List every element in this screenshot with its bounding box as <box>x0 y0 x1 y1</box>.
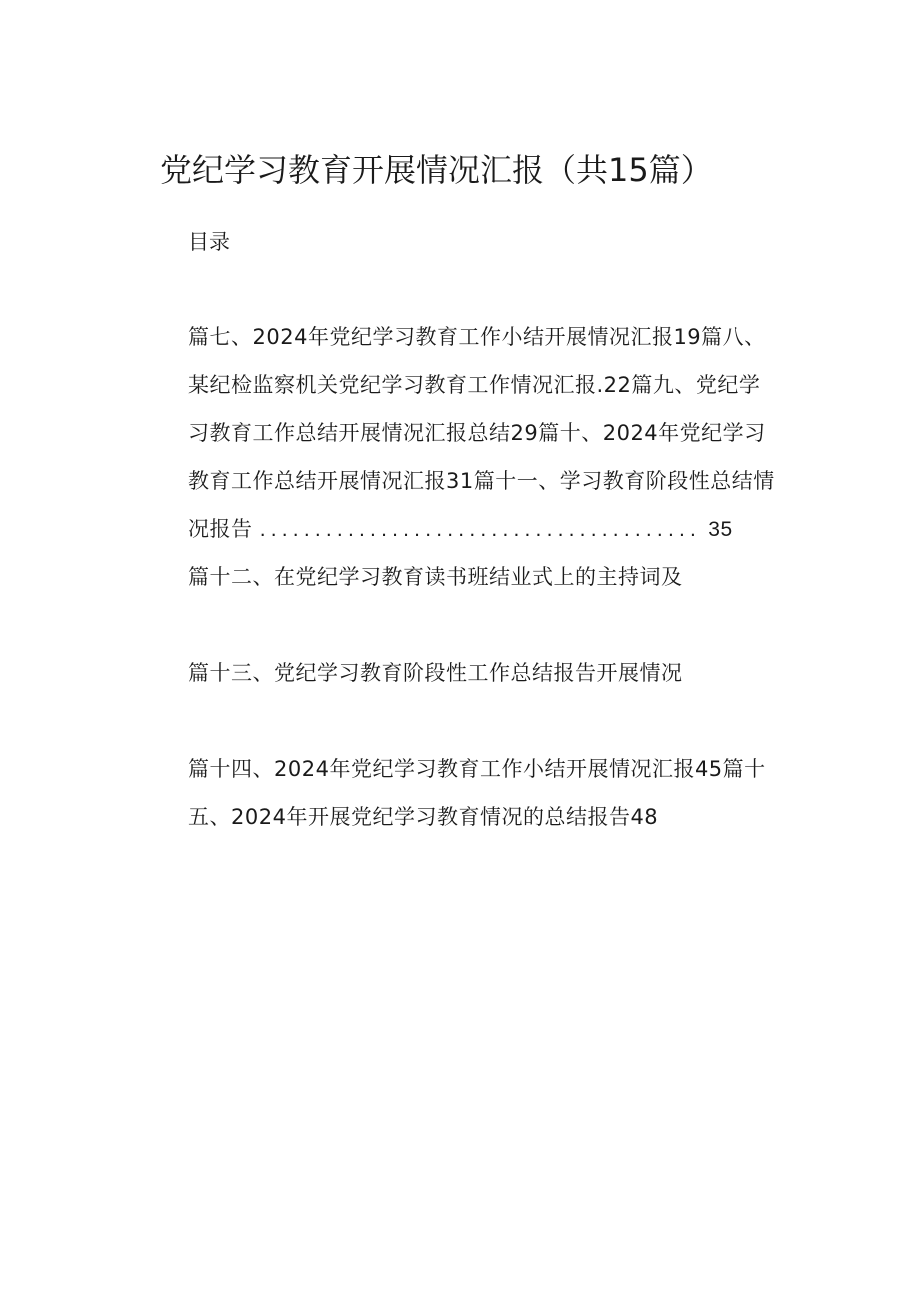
toc-line: 习教育工作总结开展情况汇报总结29篇十、2024年党纪学习 <box>188 421 766 445</box>
toc-heading: 目录 <box>188 230 230 254</box>
toc-line: 篇十四、2024年党纪学习教育工作小结开展情况汇报45篇十 <box>188 757 766 781</box>
toc-line: 五、2024年开展党纪学习教育情况的总结报告48 <box>188 805 659 829</box>
toc-line: 某纪检监察机关党纪学习教育工作情况汇报.22篇九、党纪学 <box>188 373 761 397</box>
toc-line: 篇十二、在党纪学习教育读书班结业式上的主持词及 <box>188 565 683 589</box>
toc-entry-with-leader <box>188 515 733 544</box>
document-title: 党纪学习教育开展情况汇报（共15篇） <box>160 151 713 189</box>
leader-dots: ........................................ <box>259 518 702 541</box>
toc-line: 篇七、2024年党纪学习教育工作小结开展情况汇报19篇八、 <box>188 325 766 349</box>
toc-line: 教育工作总结开展情况汇报31篇十一、学习教育阶段性总结情 <box>188 469 775 493</box>
toc-line: 况报告 <box>188 517 253 541</box>
toc-line: 篇十三、党纪学习教育阶段性工作总结报告开展情况 <box>188 661 683 685</box>
page-number: 35 <box>708 518 733 541</box>
